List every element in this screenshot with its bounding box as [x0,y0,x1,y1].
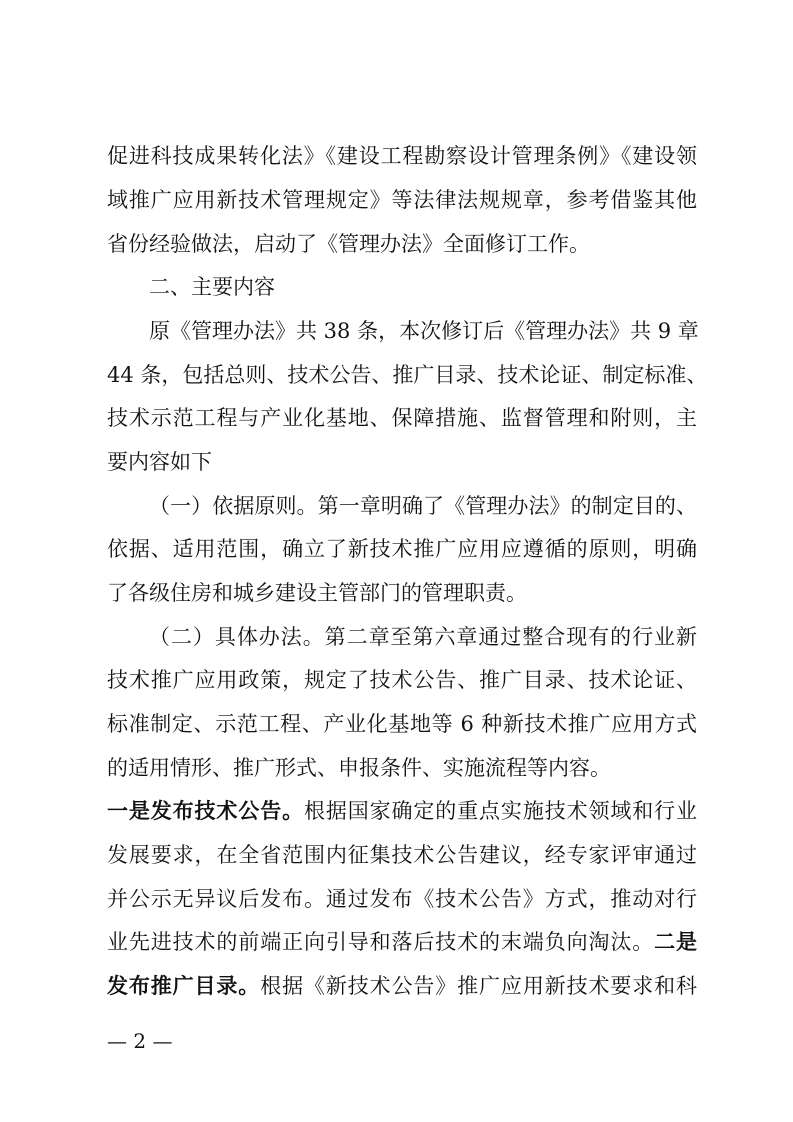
paragraph-line [107,966,697,1006]
paragraph-line: 促进科技成果转化法》《建设工程勘察设计管理条例》《建设领 [107,144,697,168]
paragraph-line [107,922,697,962]
paragraph-line: 并公示无异议后发布。通过发布《技术公告》方式，推动对行 [107,887,697,911]
section-heading: 二、主要内容 [149,275,275,299]
paragraph-line: 省份经验做法，启动了《管理办法》全面修订工作。 [107,232,590,256]
paragraph-line: 要内容如下 [107,450,212,474]
bold-lead: 二是 [654,929,698,954]
subsection-line: （一）依据原则。第一章明确了《管理办法》的制定目的、 [149,494,697,518]
text-run: 业先进技术的前端正向引导和落后技术的末端负向淘汰。 [107,930,655,954]
bold-lead: 一是发布技术公告。 [107,798,304,823]
paragraph-line: 发展要求，在全省范围内征集技术公告建议，经专家评审通过 [107,843,697,867]
bold-lead: 发布推广目录。 [107,973,261,998]
subsection-line: （二）具体办法。第二章至第六章通过整合现有的行业新 [149,625,697,649]
text-run: 根据国家确定的重点实施技术领域和行业 [303,799,698,823]
text-run: 根据《新技术公告》推广应用新技术要求和科 [260,974,698,998]
paragraph-line: 的适用情形、推广形式、申报条件、实施流程等内容。 [107,756,611,780]
paragraph-line: 技术推广应用政策，规定了技术公告、推广目录、技术论证、 [107,668,697,692]
paragraph-line: 了各级住房和城乡建设主管部门的管理职责。 [107,581,527,605]
paragraph-line: 域推广应用新技术管理规定》等法律法规规章，参考借鉴其他 [107,188,697,212]
paragraph-line: 技术示范工程与产业化基地、保障措施、监督管理和附则，主 [107,406,697,430]
paragraph-line: 原《管理办法》共 38 条，本次修订后《管理办法》共 9 章 [149,319,699,343]
paragraph-line: 依据、适用范围，确立了新技术推广应用应遵循的原则，明确 [107,537,697,561]
paragraph-line [107,791,697,831]
paragraph-line: 44 条，包括总则、技术公告、推广目录、技术论证、制定标准、 [107,363,708,387]
page-number: — 2 — [107,1029,173,1053]
paragraph-line: 标准制定、示范工程、产业化基地等 6 种新技术推广应用方式 [107,712,697,736]
